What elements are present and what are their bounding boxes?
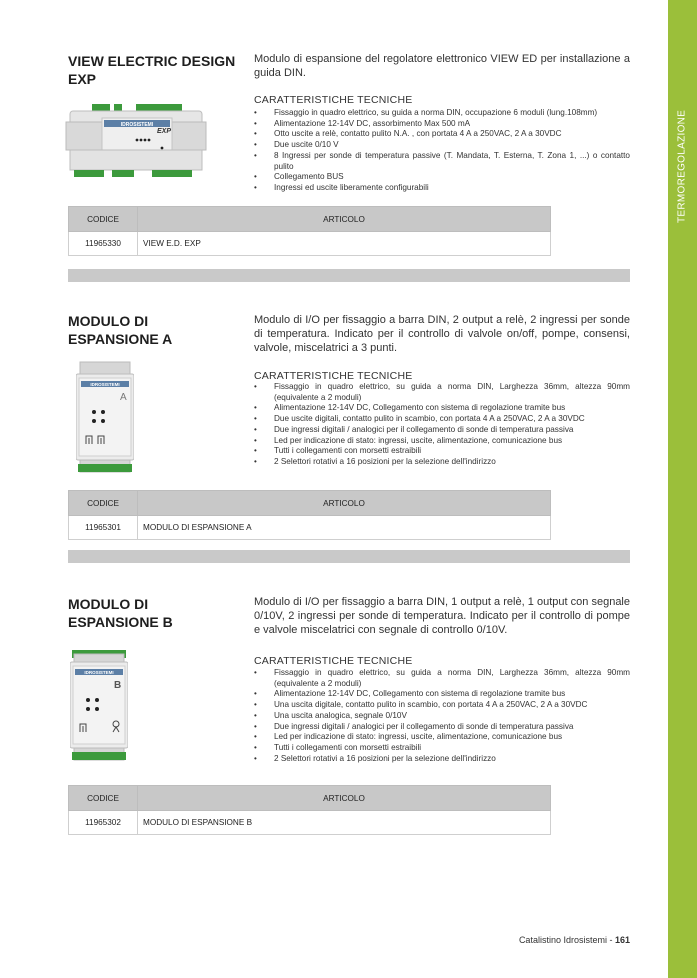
image-model-text: EXP: [157, 128, 172, 135]
spec-item: • Collegamento BUS: [254, 172, 630, 183]
image-brand-text: IDROSISTEMI: [84, 670, 114, 675]
header-articolo: ARTICOLO: [138, 207, 551, 232]
product-title: MODULO DI ESPANSIONE A: [68, 313, 173, 347]
spec-item: • Due ingressi digitali / analogici per il collegamento di sonde di temperatura passiva: [254, 722, 630, 733]
spec-item: • Una uscita digitale, contatto pulito in scambio, con portata 4 A a 250VAC, 2 A a 30VDC: [254, 700, 630, 711]
spec-item: • Alimentazione 12-14V DC, Collegamento con sistema di regolazione tramite bus: [254, 689, 630, 700]
spec-item: • Una uscita analogica, segnale 0/10V: [254, 711, 630, 722]
product-title: VIEW ELECTRIC DESIGN EXP: [68, 53, 236, 87]
specs-title: CARATTERISTICHE TECNICHE: [254, 94, 413, 106]
cell-code: 11965301: [69, 516, 138, 540]
spec-item: • Fissaggio in quadro elettrico, su guida a norma DIN, occupazione 6 moduli (lung.108mm): [254, 108, 630, 119]
spec-item: • Due ingressi digitali / analogici per il collegamento di sonde di temperatura passiva: [254, 425, 630, 436]
product-image-modulo-b: [70, 648, 128, 764]
section-divider: [68, 269, 630, 282]
table-row: [69, 516, 551, 540]
spec-item: • Tutti i collegamenti con morsetti estraibili: [254, 743, 630, 754]
product-description: Modulo di I/O per fissaggio a barra DIN, 1 output a relè, 1 output con segnale 0/10V, 2 ingressi per sonde di temperatura. Indicato per il controllo di pompe e valvole miscelatrici con segnale di controllo 0/10V.: [254, 596, 630, 636]
product-image-modulo-a: [76, 360, 134, 476]
specs-title: CARATTERISTICHE TECNICHE: [254, 655, 413, 667]
specs-list: [254, 382, 630, 468]
spec-item: • 2 Selettori rotativi a 16 posizioni per la selezione dell'indirizzo: [254, 457, 630, 468]
image-model-text: B: [114, 680, 122, 691]
table-row: [69, 232, 551, 256]
spec-item: • Due uscite 0/10 V: [254, 140, 630, 151]
spec-item: • 2 Selettori rotativi a 16 posizioni per la selezione dell'indirizzo: [254, 754, 630, 765]
product-description: Modulo di I/O per fissaggio a barra DIN, 2 output a relè, 2 ingressi per sonde di temperatura. Indicato per il controllo di valvole on/off, pompe, consensi, valvole, miscelatrici a 3 punti.: [254, 314, 630, 354]
page-footer: [519, 935, 630, 945]
spec-item: • Fissaggio in quadro elettrico, su guida a norma DIN, Larghezza 36mm, altezza 90mm (equivalente a 2 moduli): [254, 382, 630, 403]
image-brand-text: IDROSISTEMI: [90, 382, 120, 387]
image-model-text: A: [120, 392, 127, 403]
header-codice: CODICE: [69, 786, 138, 811]
spec-item: • 8 Ingressi per sonde di temperatura passive (T. Mandata, T. Esterna, T. Zona 1, ...) o contatto pulito: [254, 151, 630, 172]
page-number: 161: [614, 935, 630, 945]
cell-code: 11965302: [69, 811, 138, 835]
header-articolo: ARTICOLO: [138, 491, 551, 516]
specs-list: [254, 108, 630, 194]
product-code-table: [68, 785, 551, 835]
header-codice: CODICE: [69, 207, 138, 232]
spec-item: • Due uscite digitali, contatto pulito in scambio, con portata 4 A a 250VAC, 2 A a 30VDC: [254, 414, 630, 425]
cell-article: MODULO DI ESPANSIONE B: [138, 811, 551, 835]
spec-item: • Alimentazione 12-14V DC, Collegamento con sistema di regolazione tramite bus: [254, 403, 630, 414]
header-codice: CODICE: [69, 491, 138, 516]
spec-item: • Led per indicazione di stato: ingressi, uscite, alimentazione, comunicazione bus: [254, 436, 630, 447]
spec-item: • Otto uscite a relè, contatto pulito N.A. , con portata 4 A a 250VAC, 2 A a 30VDC: [254, 129, 630, 140]
cell-article: VIEW E.D. EXP: [138, 232, 551, 256]
spec-item: • Led per indicazione di stato: ingressi, uscite, alimentazione, comunicazione bus: [254, 732, 630, 743]
section-divider: [68, 550, 630, 563]
spec-item: • Alimentazione 12-14V DC, assorbimento Max 500 mA: [254, 119, 630, 130]
header-articolo: ARTICOLO: [138, 786, 551, 811]
table-row: [69, 811, 551, 835]
cell-article: MODULO DI ESPANSIONE A: [138, 516, 551, 540]
table-header-row: [69, 207, 551, 232]
footer-catalog: Catalistino Idrosistemi -: [518, 935, 615, 945]
product-title: MODULO DI ESPANSIONE B: [68, 596, 173, 630]
product-code-table: [68, 206, 551, 256]
side-tab-label: TERMOREGOLAZIONE: [676, 109, 688, 223]
spec-item: • Ingressi ed uscite liberamente configurabili: [254, 183, 630, 194]
product-code-table: [68, 490, 551, 540]
specs-list: [254, 668, 630, 764]
product-description: Modulo di espansione del regolatore elettronico VIEW ED per installazione a guida DIN.: [254, 53, 630, 79]
specs-title: CARATTERISTICHE TECNICHE: [254, 370, 413, 382]
cell-code: 11965330: [69, 232, 138, 256]
image-brand-text: IDROSISTEMI: [120, 122, 154, 128]
table-header-row: [69, 786, 551, 811]
spec-item: • Fissaggio in quadro elettrico, su guida a norma DIN, Larghezza 36mm, altezza 90mm (equivalente a 2 moduli): [254, 668, 630, 689]
product-image-view-exp: [62, 100, 212, 192]
table-header-row: [69, 491, 551, 516]
spec-item: • Tutti i collegamenti con morsetti estraibili: [254, 446, 630, 457]
